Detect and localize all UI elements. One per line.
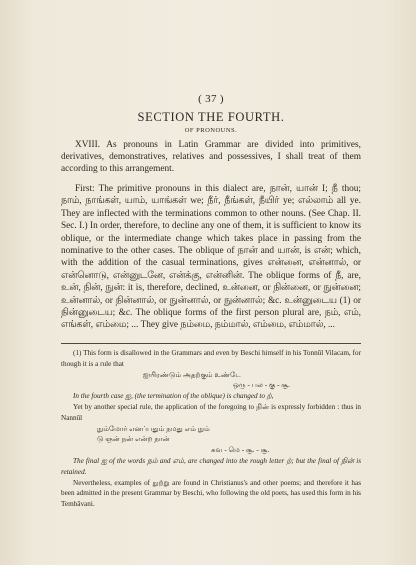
section-subtitle: OF PRONOUNS. — [184, 127, 238, 134]
footnote-rule — [61, 343, 361, 344]
footnote-2: In the fourth case ஐ, (the termination of the oblique) is changed to ற், — [73, 392, 274, 401]
footnotes — [61, 348, 361, 510]
footnote-5: Nevertheless, examples of நுற்று are found in Christianus's and other poems; and therefore it has been admitted in the present Grammar by Beschi, who following the old poets, has used this form in his Tembāvani. — [61, 478, 361, 509]
footnote-3: Yet by another special rule, the application of the foregoing to நின் is expressly forbidden : thus in Nannūl — [61, 402, 361, 422]
paragraph-main: First: The primitive pronouns in this dialect are, நான், யான் I; நீ thou; நாம், நாங்கள், யாம், யாங்கள் we; நீர், நீங்கள், நீயிர் ye; எல்லாம் all ye. They are inflected with the terminations common to other nouns. (See Chap. II. Sec. I.) In order, therefore, to decline any one of them, it is sufficient to know its oblique, or the intermediate change which takes place in passing from the nominative to the other cases. The oblique of நான் and யான், is என்; which, with the addition of the casual terminations, gives என்னை, என்னால், or என்னொடு, என்னுடனே, என்க்கு, என்னின். The oblique forms of நீ, are, உன், நின், நுன்: it is, therefore, declined, உன்னை, or நின்னை, or நுன்னை; உன்னால், or நின்னால், or நுன்னால், or நுன்னால்; &c. உன்னுடைய (1) or நின்னுடைய; &c. The oblique forms of the first person plural are, நம், எம், எங்கள், எம்மை; ... They give நம்மை, நம்மால், எம்மை, எம்மால், ... — [61, 184, 361, 331]
tamil-quote-2: நும்மோர் எனப்பதும் நமது எம் நும் — [97, 424, 210, 433]
tamil-quote-3: டு ஞன் நன் என்ற நான் — [97, 435, 170, 444]
paragraph-intro: XVIII. As pronouns in Latin Grammar are divided into primitives, derivatives, demonstratives, relatives and possessives, I shall treat of them according to this arrangement. — [61, 140, 361, 175]
tamil-quote-1: ஐயிரண்டும் அதற்கும் உண்டே — [143, 370, 241, 379]
footnote-4: The final ஐ of the words நம் and எம், are changed into the rough letter ற்; but the final of நின் is retained. — [61, 456, 361, 476]
tamil-citation-1: ஒரு - பல - கு - சூ. — [233, 381, 290, 390]
tamil-citation-2: சுவ - மெ - சூ. - சூ. — [211, 446, 270, 455]
page-number: ( 37 ) — [198, 93, 224, 105]
section-title: SECTION THE FOURTH. — [137, 110, 285, 124]
footnote-1: (1) This form is disallowed in the Grammars and even by Beschi himself in his Tonnūl Vilacam, for though it is a rule that — [61, 349, 361, 368]
